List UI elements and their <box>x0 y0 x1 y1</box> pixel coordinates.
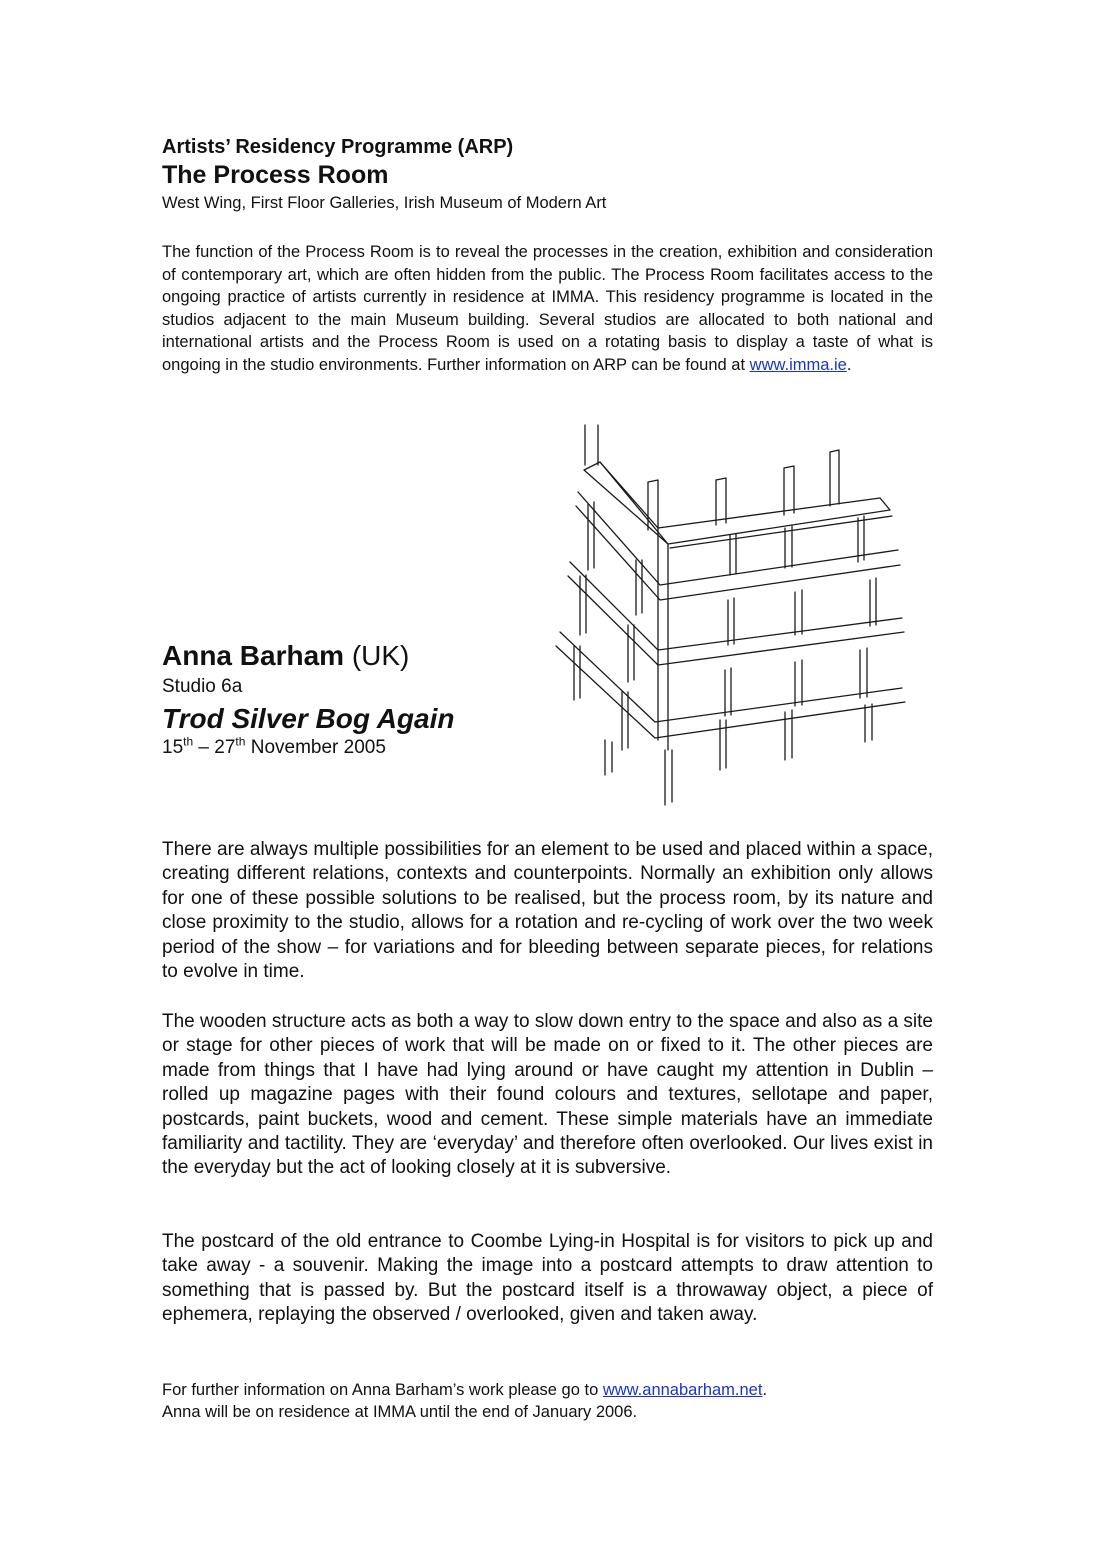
body-paragraph-2: The wooden structure acts as both a way to slow down entry to the space and also as a site or stage for other pieces of work that will be made on or fixed to it. The other pieces are made from things that I have had lying around or have caught my attention in Dublin – rolled up magazine pages with their found colours and textures, sellotape and paper, postcards, paint buckets, wood and cement. These simple materials have an immediate familiarity and tactility. They are ‘everyday’ and therefore often overlooked. Our lives exist in the everyday but the act of looking closely at it is subversive. <box>162 1011 933 1179</box>
date-start-suffix: th <box>183 734 194 749</box>
further-info-line-2: Anna will be on residence at IMMA until the end of January 2006. <box>162 1403 638 1421</box>
programme-title: Artists’ Residency Programme (ARP) <box>162 136 514 158</box>
intro-text: The function of the Process Room is to reveal the processes in the creation, exhibition and consideration of contemporary art, which are often hidden from the public. The Process Room facilitates access to the ongoing practice of artists currently in residence at IMMA. This residency programme is located in the studios adjacent to the main Museum building. Several studios are allocated to both national and international artists and the Process Room is used on a rotating basis to display a taste of what is ongoing in the studio environments. Further information on ARP can be found at <box>162 243 933 374</box>
artist-country: (UK) <box>351 640 410 671</box>
artist-name-text: Anna Barham <box>162 640 345 671</box>
date-month-year: November 2005 <box>245 737 386 758</box>
further-info <box>162 1379 767 1423</box>
imma-link[interactable]: www.imma.ie <box>749 355 847 374</box>
date-start: 15 <box>162 737 184 758</box>
exhibition-title: Trod Silver Bog Again <box>162 703 455 734</box>
date-end: 27 <box>214 737 236 758</box>
page-title: The Process Room <box>162 161 389 189</box>
location-subtitle: West Wing, First Floor Galleries, Irish Museum of Modern Art <box>162 194 607 212</box>
body-paragraph-3: The postcard of the old entrance to Coombe Lying-in Hospital is for visitors to pick up and take away - a souvenir. Making the image into a postcard attempts to draw attention to something that is passed by. But the postcard itself is a throwaway object, a piece of ephemera, replaying the observed / overlooked, given and taken away. <box>162 1231 933 1326</box>
studio-label: Studio 6a <box>162 676 243 697</box>
artist-name <box>162 638 409 674</box>
intro-suffix: . <box>846 355 852 374</box>
annabarham-link[interactable]: www.annabarham.net <box>602 1381 763 1399</box>
date-end-suffix: th <box>235 734 246 749</box>
exhibition-dates <box>162 735 386 761</box>
body-paragraph-1: There are always multiple possibilities for an element to be used and placed within a space, creating different relations, contexts and counterpoints. Normally an exhibition only allows for one of these possible solutions to be realised, but the process room, by its nature and close proximity to the studio, allows for a rotation and re-cycling of work over the two week period of the show – for variations and for bleeding between separate pieces, for relations to evolve in time. <box>162 839 933 983</box>
date-separator: – <box>193 737 215 758</box>
wooden-structure-sketch <box>540 420 940 810</box>
intro-paragraph <box>162 241 933 376</box>
further-info-suffix: . <box>762 1381 768 1399</box>
further-info-prefix: For further information on Anna Barham’s work please go to <box>162 1381 603 1399</box>
further-info-line-1 <box>162 1379 767 1401</box>
